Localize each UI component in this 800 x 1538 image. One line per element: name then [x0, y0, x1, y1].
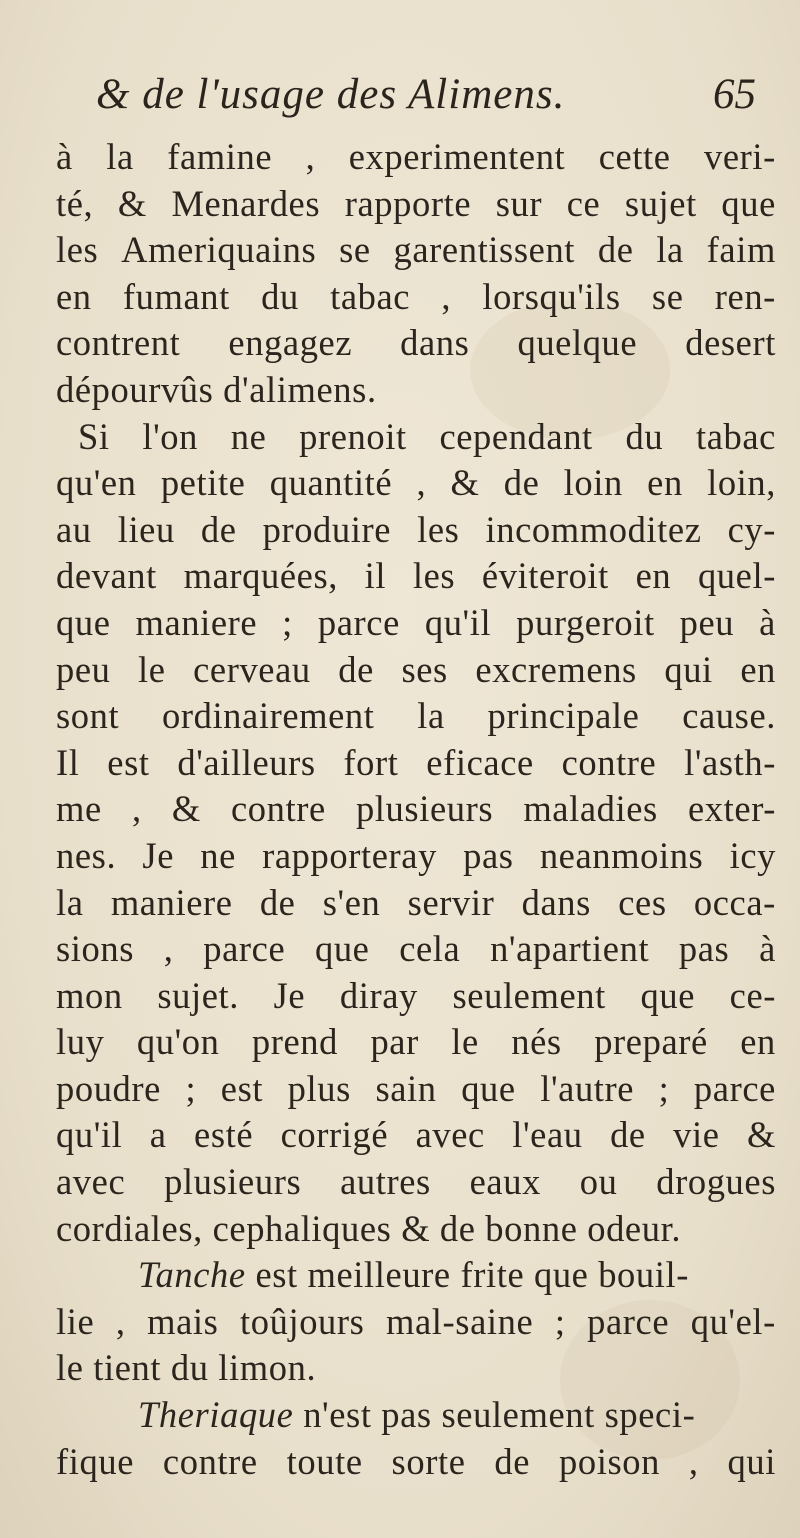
- text-line: contrent engagez dans quelque desert: [56, 322, 776, 364]
- text-line: luy qu'on prend par le nés preparé en: [56, 1021, 776, 1063]
- text-line: le tient du limon.: [56, 1347, 317, 1389]
- text-line: Il est d'ailleurs fort eficace contre l'asth-: [56, 741, 776, 783]
- text-line: à la famine , experimentent cette veri-: [56, 136, 776, 177]
- text-line: que maniere ; parce qu'il purgeroit peu à: [56, 601, 776, 643]
- text-line: nes. Je ne rapporteray pas neanmoins icy: [56, 834, 776, 876]
- text-line: me , & contre plusieurs maladies exter-: [56, 788, 776, 830]
- text-line: cordiales, cephaliques & de bonne odeur.: [56, 1207, 682, 1249]
- text-line: au lieu de produire les incommoditez cy-: [56, 508, 776, 550]
- entry-term-theriaque: Theriaque: [138, 1394, 294, 1436]
- text-line: té, & Menardes rapporte sur ce sujet que: [56, 182, 776, 224]
- paragraph-start-line: Si l'on ne prenoit cependant du tabac: [78, 415, 776, 457]
- body-text: [56, 135, 776, 1486]
- entry-term-tanche: Tanche: [138, 1254, 246, 1296]
- page-number: 65: [713, 71, 756, 118]
- text-line: sions , parce que cela n'apartient pas à: [56, 928, 776, 970]
- text-line: avec plusieurs autres eaux ou drogues: [56, 1161, 776, 1203]
- entry-theriaque-text: n'est pas seulement speci-: [303, 1394, 696, 1436]
- text-line: peu le cerveau de ses excremens qui en: [56, 648, 776, 690]
- text-line: qu'en petite quantité , & de loin en loin,: [56, 462, 776, 504]
- text-line: poudre ; est plus sain que l'autre ; parce: [56, 1067, 776, 1109]
- text-line: les Ameriquains se garentissent de la faim: [56, 229, 776, 271]
- text-line: qu'il a esté corrigé avec l'eau de vie &: [56, 1114, 776, 1156]
- text-line: fique contre toute sorte de poison , qui: [56, 1440, 776, 1482]
- running-head-title: & de l'usage des Alimens.: [96, 71, 566, 118]
- entry-tanche-first-line: [56, 1253, 776, 1300]
- text-line: mon sujet. Je diray seulement que ce-: [56, 974, 776, 1016]
- entry-tanche-text: est meilleure frite que bouil-: [255, 1254, 689, 1296]
- text-line: sont ordinairement la principale cause.: [56, 695, 776, 737]
- text-line: lie , mais toûjours mal-saine ; parce qu'el-: [56, 1300, 776, 1342]
- text-line: la maniere de s'en servir dans ces occa-: [56, 881, 776, 923]
- text-line: dépourvûs d'alimens.: [56, 368, 377, 410]
- entry-theriaque-first-line: [56, 1393, 776, 1440]
- running-head: [96, 70, 756, 130]
- text-line: en fumant du tabac , lorsqu'ils se ren-: [56, 275, 776, 317]
- text-line: devant marquées, il les éviteroit en quel-: [56, 555, 776, 597]
